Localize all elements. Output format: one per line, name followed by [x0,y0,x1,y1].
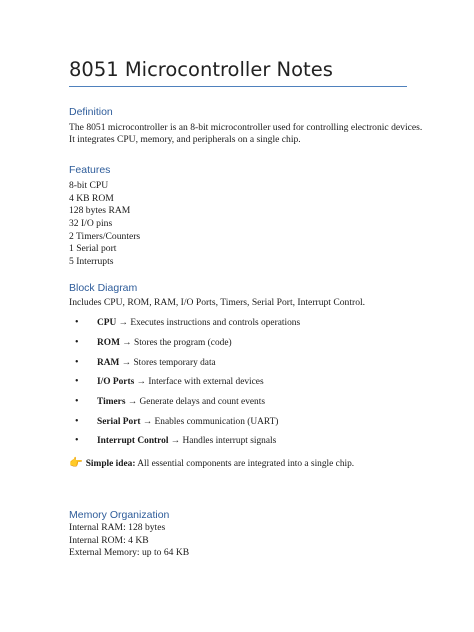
page-title: 8051 Microcontroller Notes [69,58,333,81]
bullet-desc: → Stores the program (code) [122,338,232,348]
bullet-term: ROM [97,338,120,348]
simple-idea-label: Simple idea: [85,459,136,469]
pointing-hand-icon: 👉 [69,457,83,469]
list-item [69,316,409,330]
feature-item: 2 Timers/Counters [69,230,141,242]
block-diagram-heading: Block Diagram [69,282,138,294]
list-item [69,356,409,370]
feature-item: 8-bit CPU [69,180,109,191]
memory-item: Internal ROM: 4 KB [69,534,149,546]
list-item [69,336,409,350]
memory-item: External Memory: up to 64 KB [69,547,190,559]
bullet-desc: → Interface with external devices [136,377,264,387]
bullet-term: Timers [97,397,126,407]
simple-idea-text: All essential components are integrated into a single chip. [135,459,355,469]
simple-idea-note [69,456,354,471]
bullet-term: CPU [97,318,117,328]
bullet-icon: • [75,416,79,427]
bullet-icon: • [75,317,79,328]
list-item [69,395,409,409]
bullet-term: Interrupt Control [97,436,169,446]
bullet-term: I/O Ports [97,377,135,387]
feature-item: 32 I/O pins [69,218,113,230]
block-diagram-intro: Includes CPU, ROM, RAM, I/O Ports, Timers, Serial Port, Interrupt Control. [69,297,366,308]
bullet-icon: • [75,396,79,407]
feature-item: 4 KB ROM [69,192,114,204]
bullet-icon: • [75,376,79,387]
memory-heading: Memory Organization [69,509,170,521]
memory-list [69,522,409,560]
bullet-term: RAM [97,358,120,368]
bullet-icon: • [75,337,79,348]
bullet-icon: • [75,357,79,368]
features-heading: Features [69,164,111,176]
title-underline [69,86,407,87]
bullet-desc: → Handles interrupt signals [170,436,277,446]
list-item [69,415,409,429]
definition-heading: Definition [69,106,113,118]
feature-item: 5 Interrupts [69,256,114,268]
definition-line-1: The 8051 microcontroller is an 8-bit microcontroller used for controlling electronic devices. [69,122,423,133]
feature-item: 1 Serial port [69,243,117,255]
bullet-desc: → Stores temporary data [121,358,216,368]
list-item [69,375,409,389]
features-list [69,180,409,269]
memory-item: Internal RAM: 128 bytes [69,522,166,533]
bullet-term: Serial Port [97,417,141,427]
definition-line-2: It integrates CPU, memory, and peripherals on a single chip. [69,134,301,145]
bullet-desc: → Generate delays and count events [127,397,265,407]
bullet-desc: → Executes instructions and controls operations [118,318,301,328]
feature-item: 128 bytes RAM [69,205,131,217]
bullet-desc: → Enables communication (UART) [142,417,279,427]
list-item [69,434,409,448]
bullet-icon: • [75,435,79,446]
